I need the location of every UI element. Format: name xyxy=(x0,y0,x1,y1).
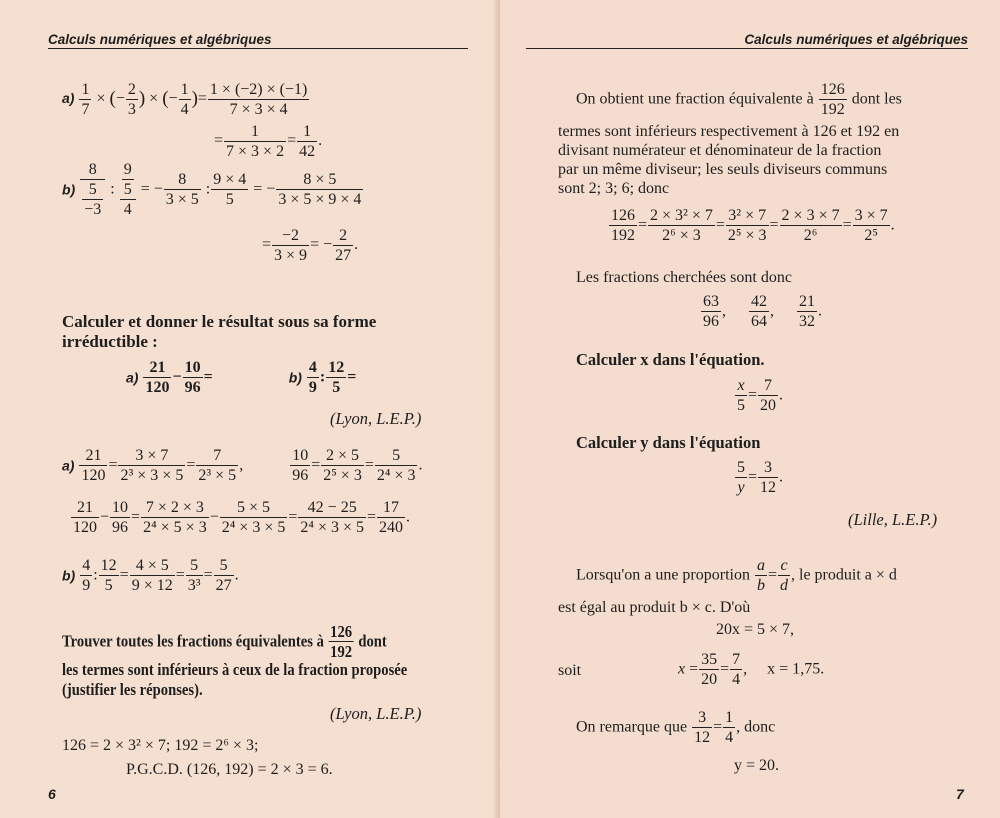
task-2-line-3: (justifier les réponses). xyxy=(62,680,203,699)
task-1-expressions: a) $\frac{21}{120}$ − $\frac{10}{96}$ = b) $\frac{4}{9}$ : $\frac{12}{5}$ = xyxy=(126,359,357,396)
proportion-rule-line-2: est égal au produit b × c. D'où xyxy=(558,599,751,616)
solution-x: x = $\frac{35}{20}$ = $\frac{7}{4}$ , x = 1,75. xyxy=(678,651,825,688)
task-1-line-1: Calculer et donner le résultat sous sa forme xyxy=(62,312,377,331)
fraction: $\frac{1}{4}$ xyxy=(180,81,189,118)
task-y: Calculer y dans l'équation xyxy=(576,433,761,452)
left-page xyxy=(0,0,496,818)
task-2-line-1: Trouver toutes les fractions équivalentes à $\frac{126}{192}$ dont xyxy=(62,622,387,661)
soit-label: soit xyxy=(558,662,582,679)
remark: On remarque que $\frac{3}{12}$ = $\frac{1}{4}$ , donc xyxy=(576,709,776,746)
running-header-left: Calculs numériques et algébriques xyxy=(48,32,468,49)
pgcd-result: P.G.C.D. (126, 192) = 2 × 3 = 6. xyxy=(126,761,333,778)
solution-a: a) $\frac{21}{120}$ = $\frac{3 \times 7}{\text{2³ × 3 × 5}}$ = $\frac{7}{\text{2³ × 5}}$ , $\frac{10}{96}$ = $\frac{2 \times 5}{\text{2⁵ × 3}}$ = $\frac{5}{\text{2⁴ × 3}}$ . xyxy=(62,447,423,484)
prime-factorisation: 126 = 2 × 3² × 7; 192 = 2⁶ × 3; xyxy=(62,737,259,754)
fraction: $\frac{1}{7 \times 3 \times 2}$ xyxy=(226,123,285,160)
equation-x: $\frac{x}{5}$ = $\frac{7}{20}$ . xyxy=(737,377,784,414)
equation-20x: 20x = 5 × 7, xyxy=(716,621,795,638)
fraction: $\frac{8 \times 5}{3 \times 5 \times 9 \times 4}$ xyxy=(278,171,362,208)
paragraph-line-2: divisant numérateur et dénominateur de la fraction xyxy=(558,142,882,159)
fraction: $\frac{1}{42}$ xyxy=(299,123,316,160)
task-1-line-2: irréductible : xyxy=(62,332,158,351)
equation-y: $\frac{5}{y}$ = $\frac{3}{12}$ . xyxy=(737,459,784,496)
exercise-b: b) $\frac{8}{\frac{5}{-3}}$ : $\frac{\frac{9}{5}}{4}$ = − $\frac{8}{3 \times 5}$ : $\frac{9 \times 4}{5}$ = − $\frac{8 \times 5}{3 \times 5 \times 9 \times 4}$ xyxy=(62,161,362,218)
fraction: $\frac{2}{27}$ xyxy=(335,227,352,264)
paragraph-line-3: par un même diviseur; les seuls diviseurs communs xyxy=(558,161,888,178)
found-fractions: $\frac{63}{96}$ , $\frac{42}{64}$ , $\frac{21}{32}$ . xyxy=(703,293,822,330)
solution-b: b) $\frac{4}{9}$ : $\frac{12}{5}$ = $\frac{4 \times 5}{9 \times 12}$ = $\frac{5}{\text{3³}}$ = $\frac{5}{27}$ . xyxy=(62,557,239,594)
solution-y: y = 20. xyxy=(734,757,780,774)
running-header-right: Calculs numériques et algébriques xyxy=(526,32,968,49)
found-fractions-text: Les fractions cherchées sont donc xyxy=(576,269,792,286)
fraction: $\frac{8}{3 \times 5}$ xyxy=(165,171,199,208)
task-x: Calculer x dans l'équation. xyxy=(576,350,765,369)
fraction: $\frac{-2}{3 \times 9}$ xyxy=(274,227,308,264)
equivalent-fraction-chain: $\frac{126}{192}$ = $\frac{\text{2 × 3² × 7}}{\text{2⁶ × 3}}$ = $\frac{\text{3² × 7}}{\text{2⁵ × 3}}$ = $\frac{2 \times 3 \times 7}{\text{2⁶}}$ = $\frac{3 \times 7}{\text{2⁵}}$ . xyxy=(611,207,895,244)
right-page xyxy=(500,0,1000,818)
source-lyon-1: (Lyon, L.E.P.) xyxy=(330,409,422,428)
fraction: $\frac{9 \times 4}{5}$ xyxy=(213,171,247,208)
source-lille: (Lille, L.E.P.) xyxy=(848,510,938,529)
exercise-a: a) $\frac{1}{7}$ × (− $\frac{2}{3}$ ) × (− $\frac{1}{4}$ )= $\frac{1 \times (-2) \times (-1)}{7 \times 3 \times 4}$ xyxy=(62,81,308,118)
fraction: $\frac{2}{3}$ xyxy=(127,81,136,118)
proportion-rule: Lorsqu'on a une proportion $\frac{a}{b}$ = $\frac{c}{d}$ , le produit a × d xyxy=(576,557,897,594)
compound-fraction: $\frac{\frac{9}{5}}{4}$ xyxy=(120,160,136,219)
paragraph-equivalent-start: On obtient une fraction équivalente à $\frac{126}{192}$ dont les xyxy=(576,81,902,118)
page-number-left: 6 xyxy=(48,786,56,802)
solution-a-difference: $\frac{21}{120}$ − $\frac{10}{96}$ = $\frac{7 \times 2 \times 3}{\text{2⁴ × 5 × 3}}$ − $\frac{5 \times 5}{\text{2⁴ × 3 × 5}}$ = $\frac{42 - 25}{\text{2⁴ × 3 × 5}}$ = $\frac{17}{240}$ . xyxy=(73,499,411,536)
fraction: $\frac{1 \times (-2) \times (-1)}{7 \times 3 \times 4}$ xyxy=(209,81,308,118)
paragraph-line-4: sont 2; 3; 6; donc xyxy=(558,180,670,197)
page-number-right: 7 xyxy=(956,786,964,802)
source-lyon-2: (Lyon, L.E.P.) xyxy=(330,704,422,723)
fraction: $\frac{1}{7}$ xyxy=(81,81,90,118)
compound-fraction: $\frac{8}{\frac{5}{-3}}$ xyxy=(80,160,105,219)
paragraph-line-1: termes sont inférieurs respectivement à 126 et 192 en xyxy=(558,123,900,140)
exercise-b-result: = $\frac{-2}{3 \times 9}$ = − $\frac{2}{27}$ . xyxy=(262,227,359,264)
exercise-a-result: = $\frac{1}{7 \times 3 \times 2}$ = $\frac{1}{42}$ . xyxy=(214,123,323,160)
task-2-line-2: les termes sont inférieurs à ceux de la fraction proposée xyxy=(62,660,408,679)
